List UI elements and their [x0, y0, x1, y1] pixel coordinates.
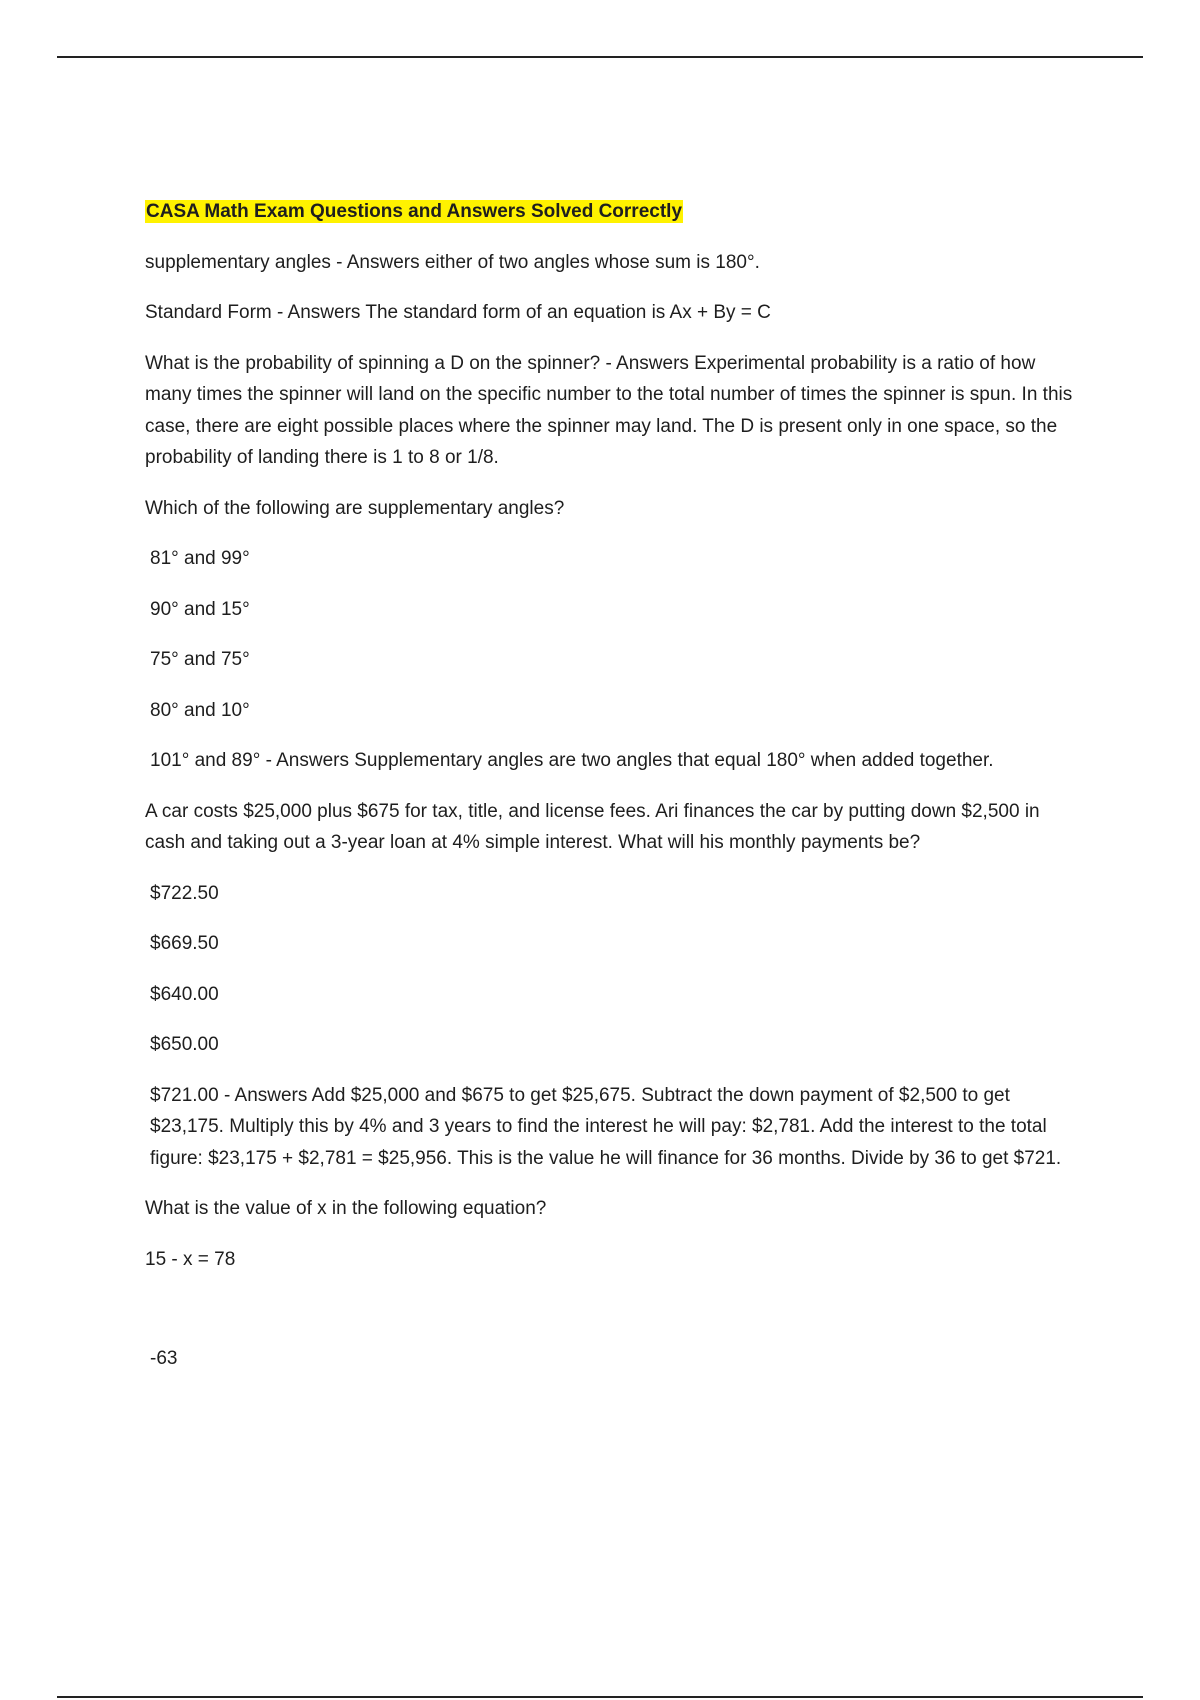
qa-spinner-probability: What is the probability of spinning a D on the spinner? - Answers Experimental probability is a ratio of how many times the spinner will land on the specific number to the total number of times the spinner is spun. In this case, there are eight possible places where the spinner may land. The D is present only in one space, so the probability of landing there is 1 to 8 or 1/8. [145, 352, 1073, 468]
question-car-payments: A car costs $25,000 plus $675 for tax, title, and license fees. Ari finances the car by putting down $2,500 in cash and taking out a 3-year loan at 4% simple interest. What will his monthly payments be? [145, 800, 1040, 853]
document-title-text: CASA Math Exam Questions and Answers Solved Correctly [146, 201, 683, 222]
qa-standard-form: Standard Form - Answers The standard form of an equation is Ax + By = C [145, 302, 771, 323]
answer-option-with-explanation: 101° and 89° - Answers Supplementary angles are two angles that equal 180° when added together. [150, 750, 994, 771]
qa-supplementary-angles: supplementary angles - Answers either of two angles whose sum is 180°. [145, 251, 760, 273]
header-rule [57, 56, 1143, 58]
answer-option: 75° and 75° [150, 649, 250, 670]
document-title [145, 196, 1085, 228]
answer-option: 90° and 15° [150, 598, 250, 620]
equation: 15 - x = 78 [145, 1248, 236, 1270]
answer-option: $640.00 [150, 983, 219, 1005]
answer-option: $650.00 [150, 1034, 219, 1055]
question-solve-x: What is the value of x in the following equation? [145, 1198, 547, 1219]
answer-option-with-explanation: $721.00 - Answers Add $25,000 and $675 to get $25,675. Subtract the down payment of $2,500 to get $23,175. Multiply this by 4% and 3 years to find the interest he will pay: $2,781. Add the interest to the total figure: $23,175 + $2,781 = $25,956. This is the value he will finance for 36 months. Divide by 36 to get $721. [150, 1084, 1062, 1169]
footer-rule [57, 1696, 1143, 1698]
answer-option: $669.50 [150, 933, 219, 954]
answer-option: 81° and 99° [150, 548, 250, 569]
question-supplementary-pairs: Which of the following are supplementary angles? [145, 497, 565, 519]
answer-option: -63 [150, 1348, 178, 1369]
document-body [145, 196, 1085, 1394]
answer-option: $722.50 [150, 882, 219, 904]
answer-option: 80° and 10° [150, 699, 250, 721]
